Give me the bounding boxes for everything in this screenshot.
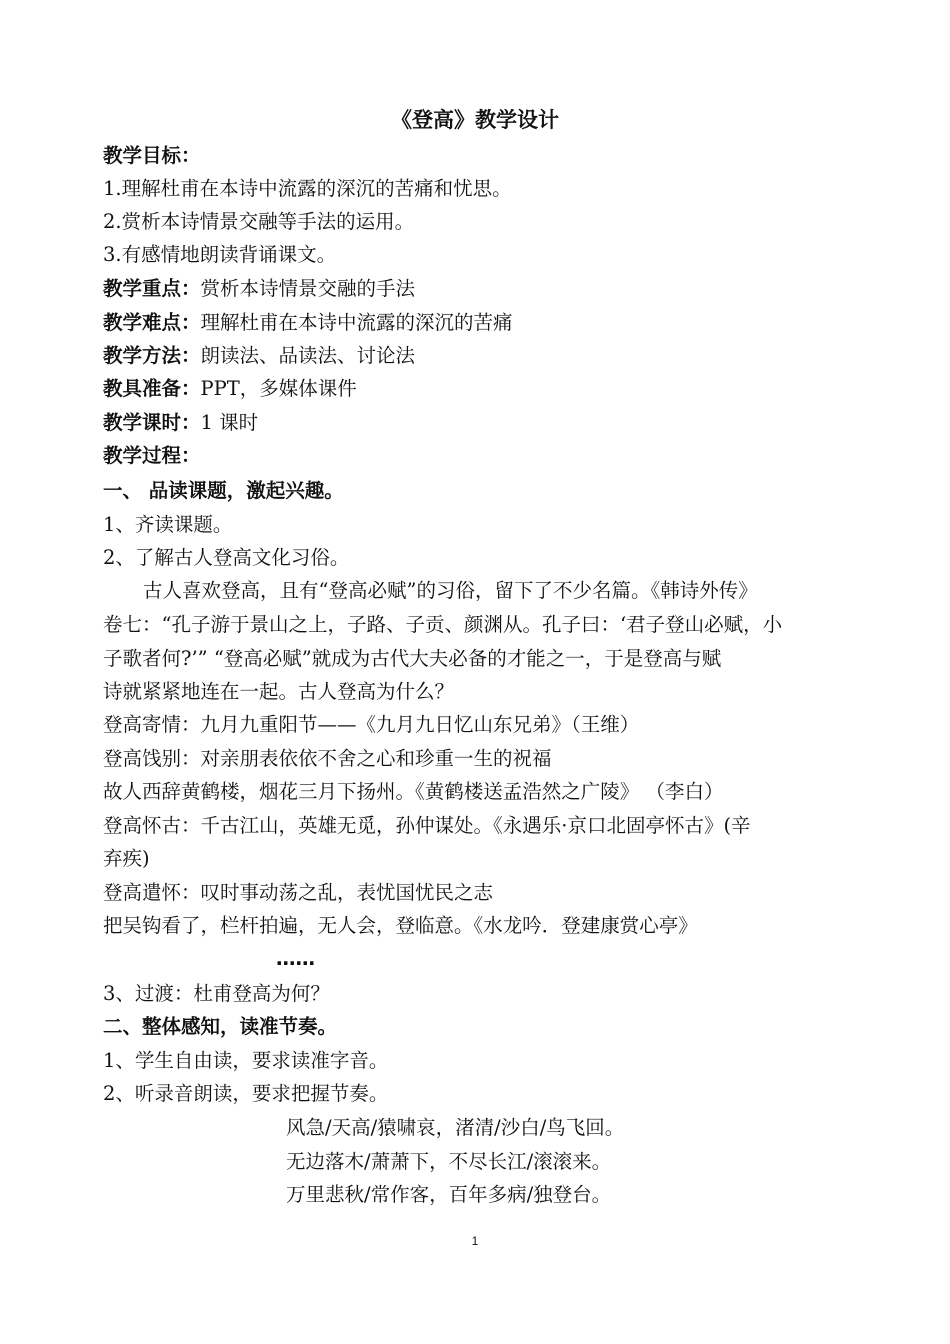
section-1-item: 2、了解古人登高文化习俗。 (103, 546, 350, 569)
reason-line: 弃疾) (103, 847, 150, 870)
hours-row (103, 406, 863, 439)
poem-line: 无边落木/萧萧下，不尽长江/滚滚来。 (286, 1150, 612, 1173)
difficulty-label: 教学难点： (103, 311, 201, 334)
paragraph-line: 卷七：“孔子游于景山之上，子路、子贡、颜渊从。孔子曰：‘君子登山必赋，小 (103, 613, 783, 636)
objective-item: 2.赏析本诗情景交融等手法的运用。 (103, 210, 415, 233)
reason-line: 登高寄情：九月九重阳节——《九月九日忆山东兄弟》（王维） (103, 713, 640, 736)
paragraph-line: 子歌者何?’” “登高必赋”就成为古代大夫必备的才能之一，于是登高与赋 (103, 647, 722, 670)
objective-item: 3.有感情地朗读背诵课文。 (103, 243, 337, 266)
difficulty-row (103, 306, 863, 339)
reason-line: 登高怀古：千古江山，英雄无觅，孙仲谋处。《永遇乐·京口北固亭怀古》(辛 (103, 814, 751, 837)
objective-item: 1.理解杜甫在本诗中流露的深沉的苦痛和忧思。 (103, 177, 512, 200)
objectives-heading: 教学目标： (103, 144, 201, 167)
poem-line: 万里悲秋/常作客，百年多病/独登台。 (286, 1183, 612, 1206)
poem-line: 风急/天高/猿啸哀，渚清/沙白/鸟飞回。 (286, 1116, 625, 1139)
process-heading: 教学过程： (103, 444, 201, 467)
page-number: 1 (471, 1234, 479, 1248)
reason-line: 登高饯别：对亲朋表依依不舍之心和珍重一生的祝福 (103, 747, 552, 770)
method-text: 朗读法、品读法、讨论法 (200, 344, 416, 367)
key-point-row (103, 272, 863, 305)
tools-row (103, 372, 863, 405)
key-point-label: 教学重点： (103, 277, 201, 300)
difficulty-text: 理解杜甫在本诗中流露的深沉的苦痛 (200, 311, 513, 334)
paragraph-line: 古人喜欢登高，且有“登高必赋”的习俗，留下了不少名篇。《韩诗外传》 (143, 579, 758, 602)
section-2-item: 1、学生自由读，要求读准字音。 (103, 1049, 389, 1072)
section-2-item: 2、听录音朗读，要求把握节奏。 (103, 1082, 389, 1105)
reason-line: 登高遣怀：叹时事动荡之乱，表忧国忧民之志 (103, 881, 494, 904)
section-2-heading: 二、整体感知，读准节奏。 (103, 1015, 338, 1038)
paragraph-line: 诗就紧紧地连在一起。古人登高为什么？ (103, 680, 455, 703)
tools-label: 教具准备： (103, 377, 201, 400)
tools-text: PPT，多媒体课件 (200, 377, 357, 400)
reason-line: 把吴钩看了，栏杆拍遍，无人会，登临意。《水龙吟．登建康赏心亭》 (103, 914, 698, 937)
section-1-item: 1、齐读课题。 (103, 513, 233, 536)
reason-line: 故人西辞黄鹤楼，烟花三月下扬州。《黄鹤楼送孟浩然之广陵》 （李白） (103, 780, 724, 803)
hours-text: 1 课时 (200, 411, 259, 434)
method-label: 教学方法： (103, 344, 201, 367)
hours-label: 教学课时： (103, 411, 201, 434)
ellipsis: …… (276, 947, 315, 970)
section-1-heading: 一、 品读课题，激起兴趣。 (103, 479, 344, 502)
method-row (103, 339, 863, 372)
document-title: 《登高》教学设计 (391, 108, 559, 132)
key-point-text: 赏析本诗情景交融的手法 (200, 277, 416, 300)
transition-line: 3、过渡：杜甫登高为何？ (103, 982, 330, 1005)
